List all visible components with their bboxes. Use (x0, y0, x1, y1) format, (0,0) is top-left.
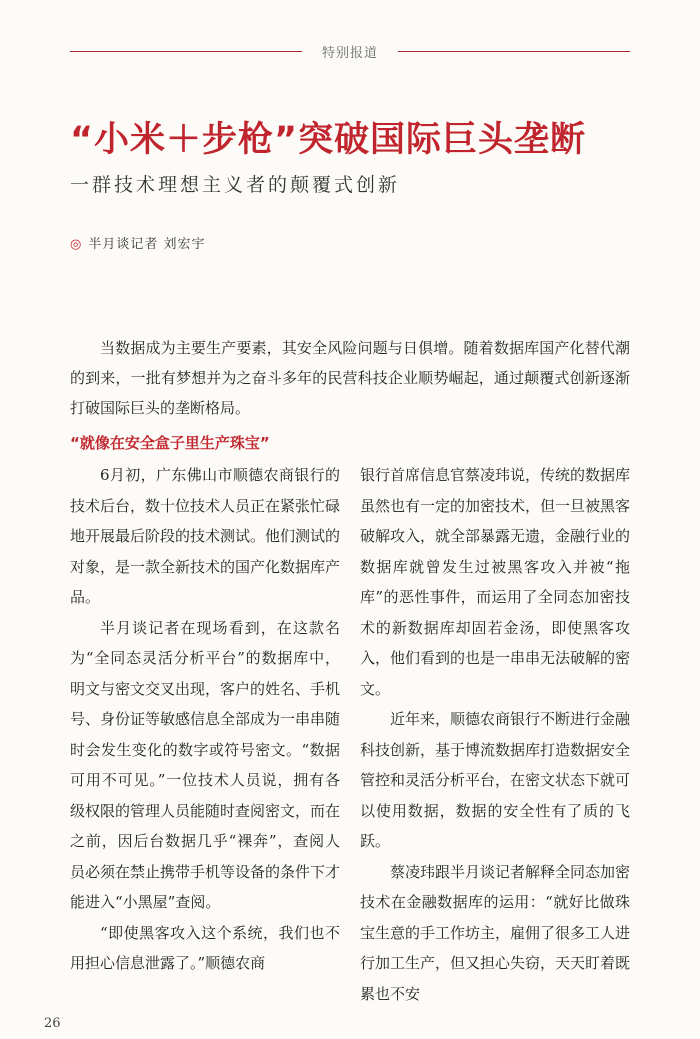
article-subtitle: 一群技术理想主义者的颠覆式创新 (70, 174, 401, 196)
page-number: 26 (44, 1016, 61, 1031)
byline-marker-icon: ◎ (70, 237, 83, 252)
paragraph: 半月谈记者在现场看到，在这款名为“全同态灵活分析平台”的数据库中，明文与密文交叉出现，客户的姓名、手机号、身份证等敏感信息全部成为一串串随时会发生变化的数字或符号密文。“数据可用不可见。”一位技术人员说，拥有各级权限的管理人员能随时查阅密文，而在之前，因后台数据几乎“裸奔”，查阅人员必须在禁止携带手机等设备的条件下才能进入“小黑屋”查阅。 (70, 618, 341, 911)
paragraph: “即使黑客攻入这个系统，我们也不用担心信息泄露了。”顺德农商 (70, 923, 340, 972)
section-header (70, 40, 630, 62)
header-rule-left (70, 51, 302, 52)
section-label: 特别报道 (321, 46, 378, 61)
byline (70, 233, 205, 252)
header-rule-right (398, 51, 630, 52)
byline-text: 半月谈记者 刘宏宇 (88, 237, 206, 252)
paragraph: 近年来，顺德农商银行不断进行金融科技创新，基于博流数据库打造数据安全管控和灵活分析平台，在密文状态下就可以使用数据，数据的安全性有了质的飞跃。 (360, 710, 631, 850)
article-title: “小米＋步枪”突破国际巨头垄断 (70, 120, 587, 160)
left-column (70, 460, 340, 979)
paragraph: 蔡凌玮跟半月谈记者解释全同态加密技术在金融数据库的运用：“就好比做珠宝生意的手工作坊主，雇佣了很多工人进行加工生产，但又担心失窃，天天盯着既累也不安 (360, 862, 631, 1003)
paragraph-continuation: 银行首席信息官蔡凌玮说，传统的数据库虽然也有一定的加密技术，但一旦被黑客破解攻入，就全部暴露无遗，金融行业的数据库就曾发生过被黑客攻入并被“拖库”的恶性事件，而运用了全同态加密技术的新数据库却固若金汤，即使黑客攻入，他们看到的也是一串串无法破解的密文。 (360, 466, 631, 698)
paragraph: 6月初，广东佛山市顺德农商银行的技术后台，数十位技术人员正在紧张忙碌地开展最后阶段的技术测试。他们测试的对象，是一款全新技术的国产化数据库产品。 (70, 466, 341, 606)
right-column (360, 460, 630, 1009)
section-heading: “就像在安全盒子里生产珠宝” (70, 434, 270, 452)
lead-paragraph: 当数据成为主要生产要素，其安全风险问题与日俱增。随着数据库国产化替代潮的到来，一批有梦想并为之奋斗多年的民营科技企业顺势崛起，通过颠覆式创新逐渐打破国际巨头的垄断格局。 (70, 339, 630, 417)
